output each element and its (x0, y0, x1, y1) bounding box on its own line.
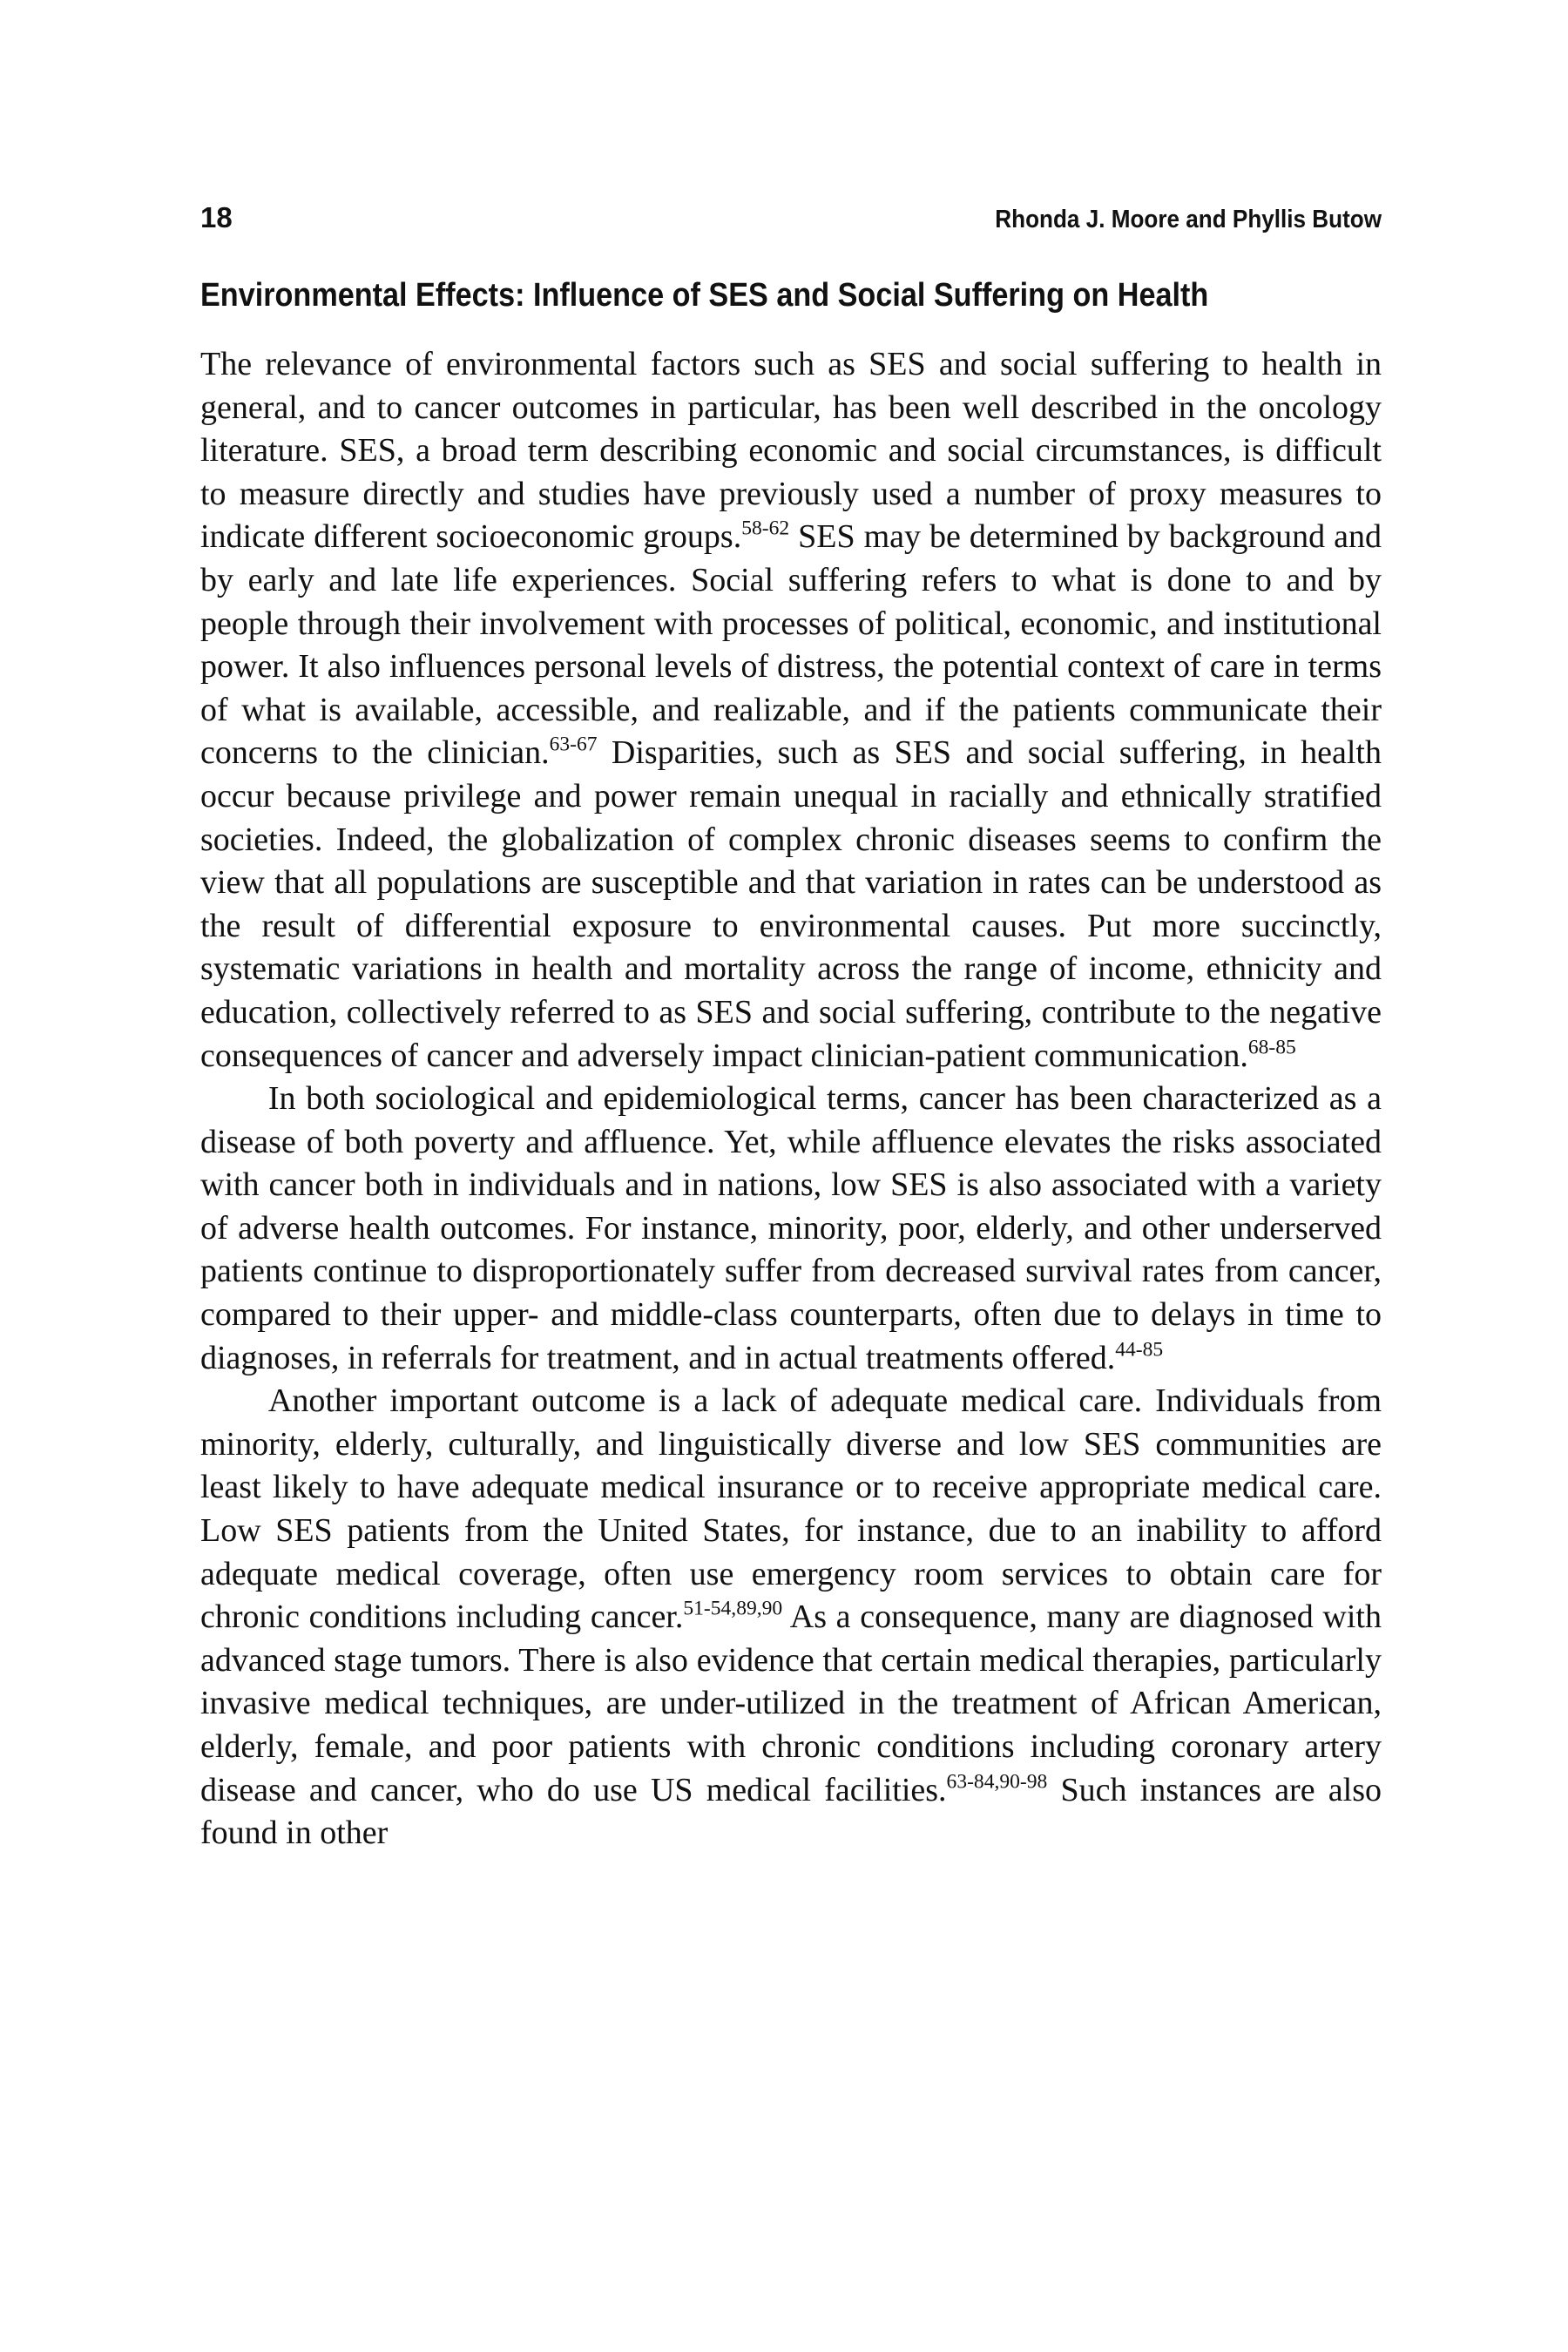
citation-reference: 63-67 (549, 733, 598, 756)
body-text (200, 343, 1382, 1855)
paragraph-text: Disparities, such as SES and social suffering, in health occur because privilege and power remain unequal in racially and ethnically stratified societies. Indeed, the globalization of complex chronic diseases seems to confirm the view that all populations are susceptible and that variation in rates can be understood as the result of differential exposure to environmental causes. Put more succinctly, systematic variations in health and mortality across the range of income, ethnicity and education, collectively referred to as SES and social suffering, contribute to the negative consequences of cancer and adversely impact clinician-patient communication. (200, 734, 1382, 1074)
paragraph-text: In both sociological and epidemiological terms, cancer has been characterized as a disease of both poverty and affluence. Yet, while affluence elevates the risks associated with cancer both in individuals and in nations, low SES is also associated with a variety of adverse health outcomes. For instance, minority, poor, elderly, and other underserved patients continue to disproportionately suffer from decreased survival rates from cancer, compared to their upper- and middle-class counterparts, often due to delays in time to diagnoses, in referrals for treatment, and in actual treatments offered. (200, 1080, 1382, 1376)
citation-reference: 51-54,89,90 (683, 1597, 783, 1620)
paragraph-text: As a consequence, many are diagnosed with advanced stage tumors. There is also evidence that certain medical therapies, particularly invasive medical techniques, are under-utilized in the treatment of African American, elderly, female, and poor patients with chronic conditions including coronary artery disease and cancer, who do use US medical facilities. (200, 1598, 1382, 1808)
citation-reference: 63-84,90-98 (946, 1770, 1048, 1793)
paragraph-text: Another important outcome is a lack of adequate medical care. Individuals from minority, elderly, culturally, and linguistically diverse and low SES communities are least likely to have adequate medical insurance or to receive appropriate medical care. Low SES patients from the United States, for instance, due to an inability to afford adequate medical coverage, often use emergency room services to obtain care for chronic conditions including cancer. (200, 1382, 1382, 1636)
paragraph-text: SES may be determined by background and by early and late life experiences. Social suffering refers to what is done to and by people through their involvement with processes of political, economic, and institutional power. It also influences personal levels of distress, the potential context of care in terms of what is available, accessible, and realizable, and if the patients communicate their concerns to the clinician. (200, 518, 1382, 772)
section-heading: Environmental Effects: Influence of SES and Social Suffering on Health (200, 277, 1209, 314)
paragraph (200, 343, 1382, 1078)
running-head-authors: Rhonda J. Moore and Phyllis Butow (995, 206, 1382, 233)
book-page (200, 200, 1382, 1855)
running-head (200, 200, 1382, 237)
paragraph (200, 1380, 1382, 1855)
citation-reference: 44-85 (1115, 1338, 1164, 1362)
paragraph-text: The relevance of environmental factors such as SES and social suffering to health in general, and to cancer outcomes in particular, has been well described in the oncology literature. SES, a broad term describing economic and social circumstances, is difficult to measure directly and studies have previously used a number of proxy measures to indicate different socioeconomic groups. (200, 346, 1382, 556)
citation-reference: 58-62 (741, 517, 790, 540)
citation-reference: 68-85 (1247, 1035, 1296, 1058)
paragraph (200, 1078, 1382, 1380)
page-number: 18 (200, 201, 233, 233)
paragraph-text: Such instances are also found in other (200, 1771, 1382, 1852)
